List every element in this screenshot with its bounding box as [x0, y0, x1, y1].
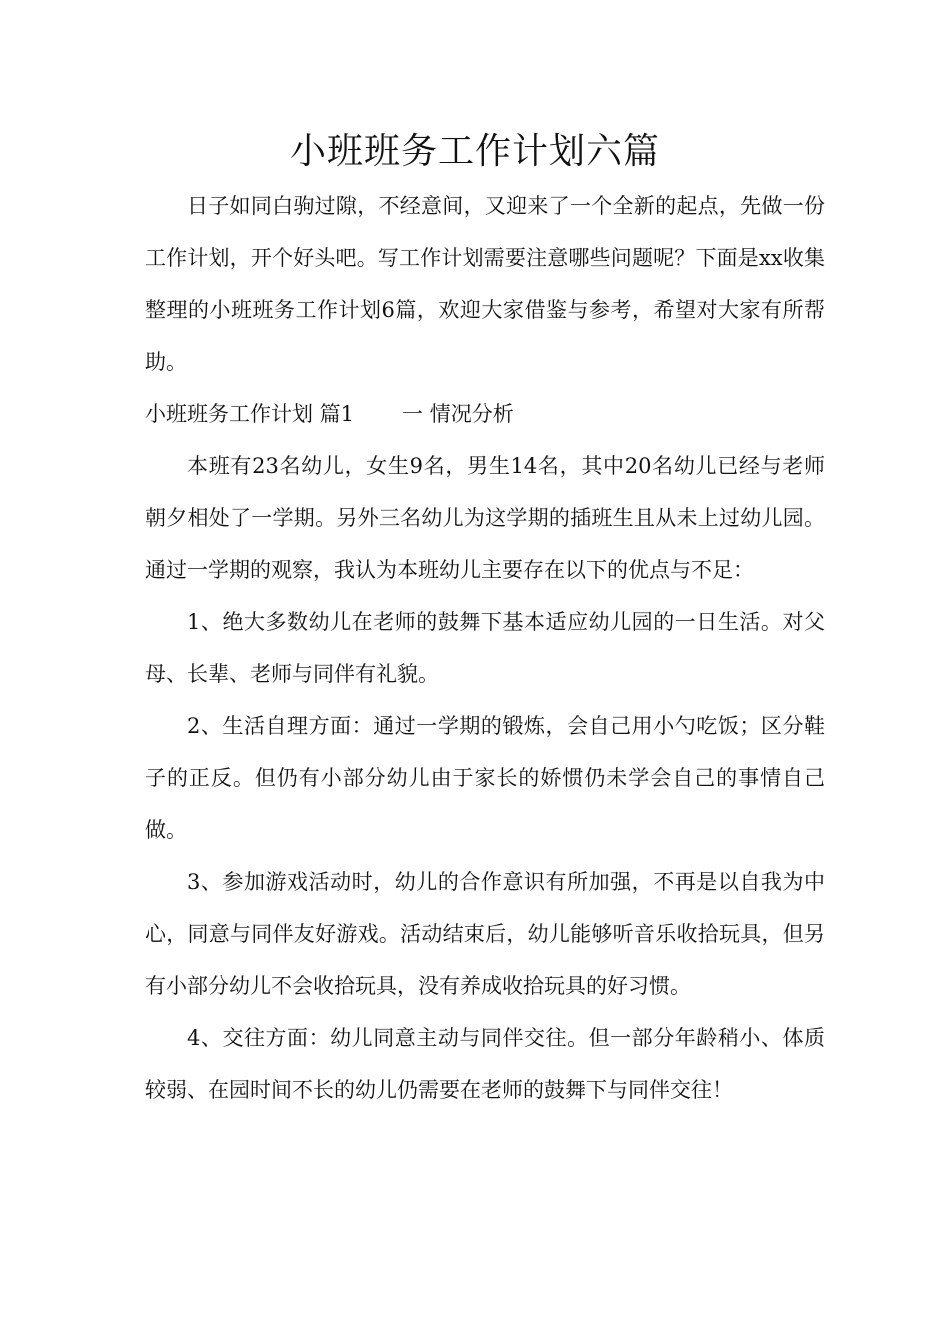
section-heading: 小班班务工作计划 篇1 — [145, 402, 355, 426]
body-paragraph-4: 3、参加游戏活动时，幼儿的合作意识有所加强，不再是以自我为中心，同意与同伴友好游戏。活动结束后，幼儿能够听音乐收拾玩具，但另有小部分幼儿不会收拾玩具，没有养成收拾玩具的好习惯。 — [145, 870, 825, 998]
body-paragraph-5: 4、交往方面：幼儿同意主动与同伴交往。但一部分年龄稍小、体质较弱、在园时间不长的幼儿仍需要在老师的鼓舞下与同伴交往！ — [145, 1026, 825, 1102]
section-subheading: 一 情况分析 — [402, 402, 514, 426]
body-paragraph-1: 本班有23名幼儿，女生9名，男生14名，其中20名幼儿已经与老师朝夕相处了一学期。另外三名幼儿为这学期的插班生且从未上过幼儿园。通过一学期的观察，我认为本班幼儿主要存在以下的优点与不足： — [145, 454, 825, 582]
body-paragraph-2: 1、绝大多数幼儿在老师的鼓舞下基本适应幼儿园的一日生活。对父母、长辈、老师与同伴有礼貌。 — [145, 610, 825, 686]
section-heading-line — [145, 388, 825, 440]
document-title: 小班班务工作计划六篇 — [289, 131, 660, 172]
body-paragraph-3: 2、生活自理方面：通过一学期的锻炼，会自己用小勺吃饭；区分鞋子的正反。但仍有小部分幼儿由于家长的娇惯仍未学会自己的事情自己做。 — [145, 714, 825, 842]
intro-paragraph: 日子如同白驹过隙，不经意间，又迎来了一个全新的起点，先做一份工作计划，开个好头吧。写工作计划需要注意哪些问题呢？下面是xx收集整理的小班班务工作计划6篇，欢迎大家借鉴与参考，希望对大家有所帮助。 — [145, 194, 825, 374]
document-body — [145, 180, 825, 1116]
